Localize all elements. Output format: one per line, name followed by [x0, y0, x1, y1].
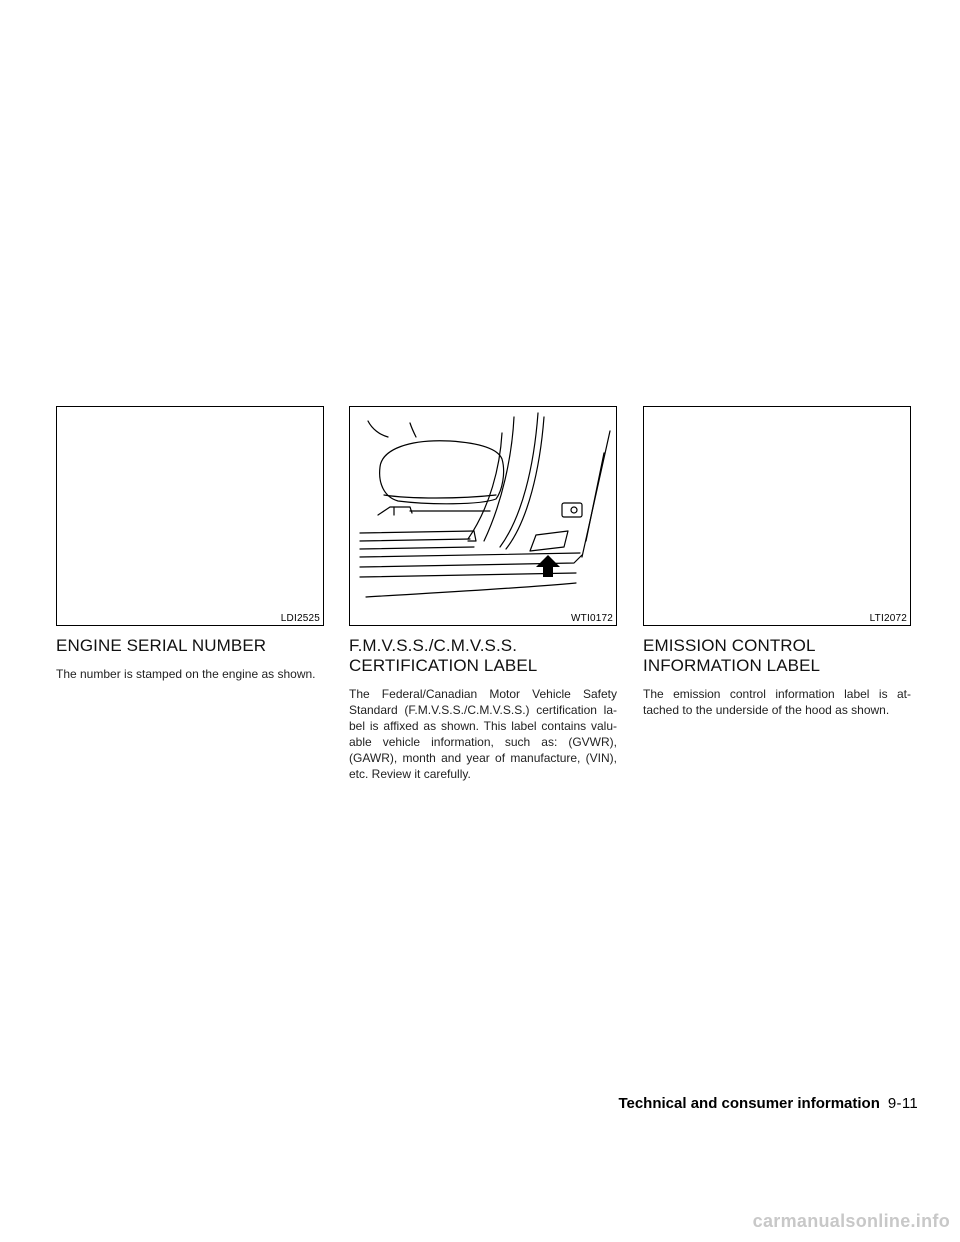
heading-line: CERTIFICATION LABEL [349, 656, 538, 675]
section-heading [643, 636, 913, 676]
body-line: etc. Review it carefully. [349, 767, 471, 781]
figure-hood [643, 406, 911, 626]
section-emission-control-label [643, 406, 913, 718]
section-engine-serial-number [56, 406, 326, 682]
figure-code: WTI0172 [571, 613, 613, 624]
figure-code: LTI2072 [869, 613, 907, 624]
footer-section-name: Technical and consumer information [618, 1095, 880, 1112]
section-body [349, 686, 617, 782]
section-heading [56, 636, 326, 656]
section-body [643, 686, 911, 718]
section-certification-label [349, 406, 619, 782]
figure-code: LDI2525 [280, 613, 320, 624]
heading-line: EMISSION CONTROL [643, 636, 816, 655]
watermark: carmanualsonline.info [752, 1211, 950, 1231]
page-footer [618, 1095, 918, 1113]
section-heading [349, 636, 619, 676]
heading-line: INFORMATION LABEL [643, 656, 821, 675]
heading-line: ENGINE SERIAL NUMBER [56, 636, 267, 655]
figure-engine [56, 406, 324, 626]
body-line: The number is stamped on the engine as shown. [56, 667, 316, 681]
body-line: The Federal/Canadian Motor Vehicle Safety [349, 687, 617, 701]
body-line: The emission control information label is at- [643, 687, 911, 701]
body-line: (GAWR), month and year of manufacture, (VIN), [349, 751, 617, 765]
figure-door-sill-illustration [349, 406, 617, 626]
body-line: bel is affixed as shown. This label contains valu- [349, 719, 617, 733]
body-line: tached to the underside of the hood as shown. [643, 703, 890, 717]
body-line: able vehicle information, such as: (GVWR), [349, 735, 617, 749]
section-body [56, 666, 324, 682]
door-sill-illustration [350, 407, 617, 626]
body-line: Standard (F.M.V.S.S./C.M.V.S.S.) certification la- [349, 703, 617, 717]
page-number: 9-11 [887, 1095, 918, 1112]
heading-line: F.M.V.S.S./C.M.V.S.S. [349, 636, 518, 655]
